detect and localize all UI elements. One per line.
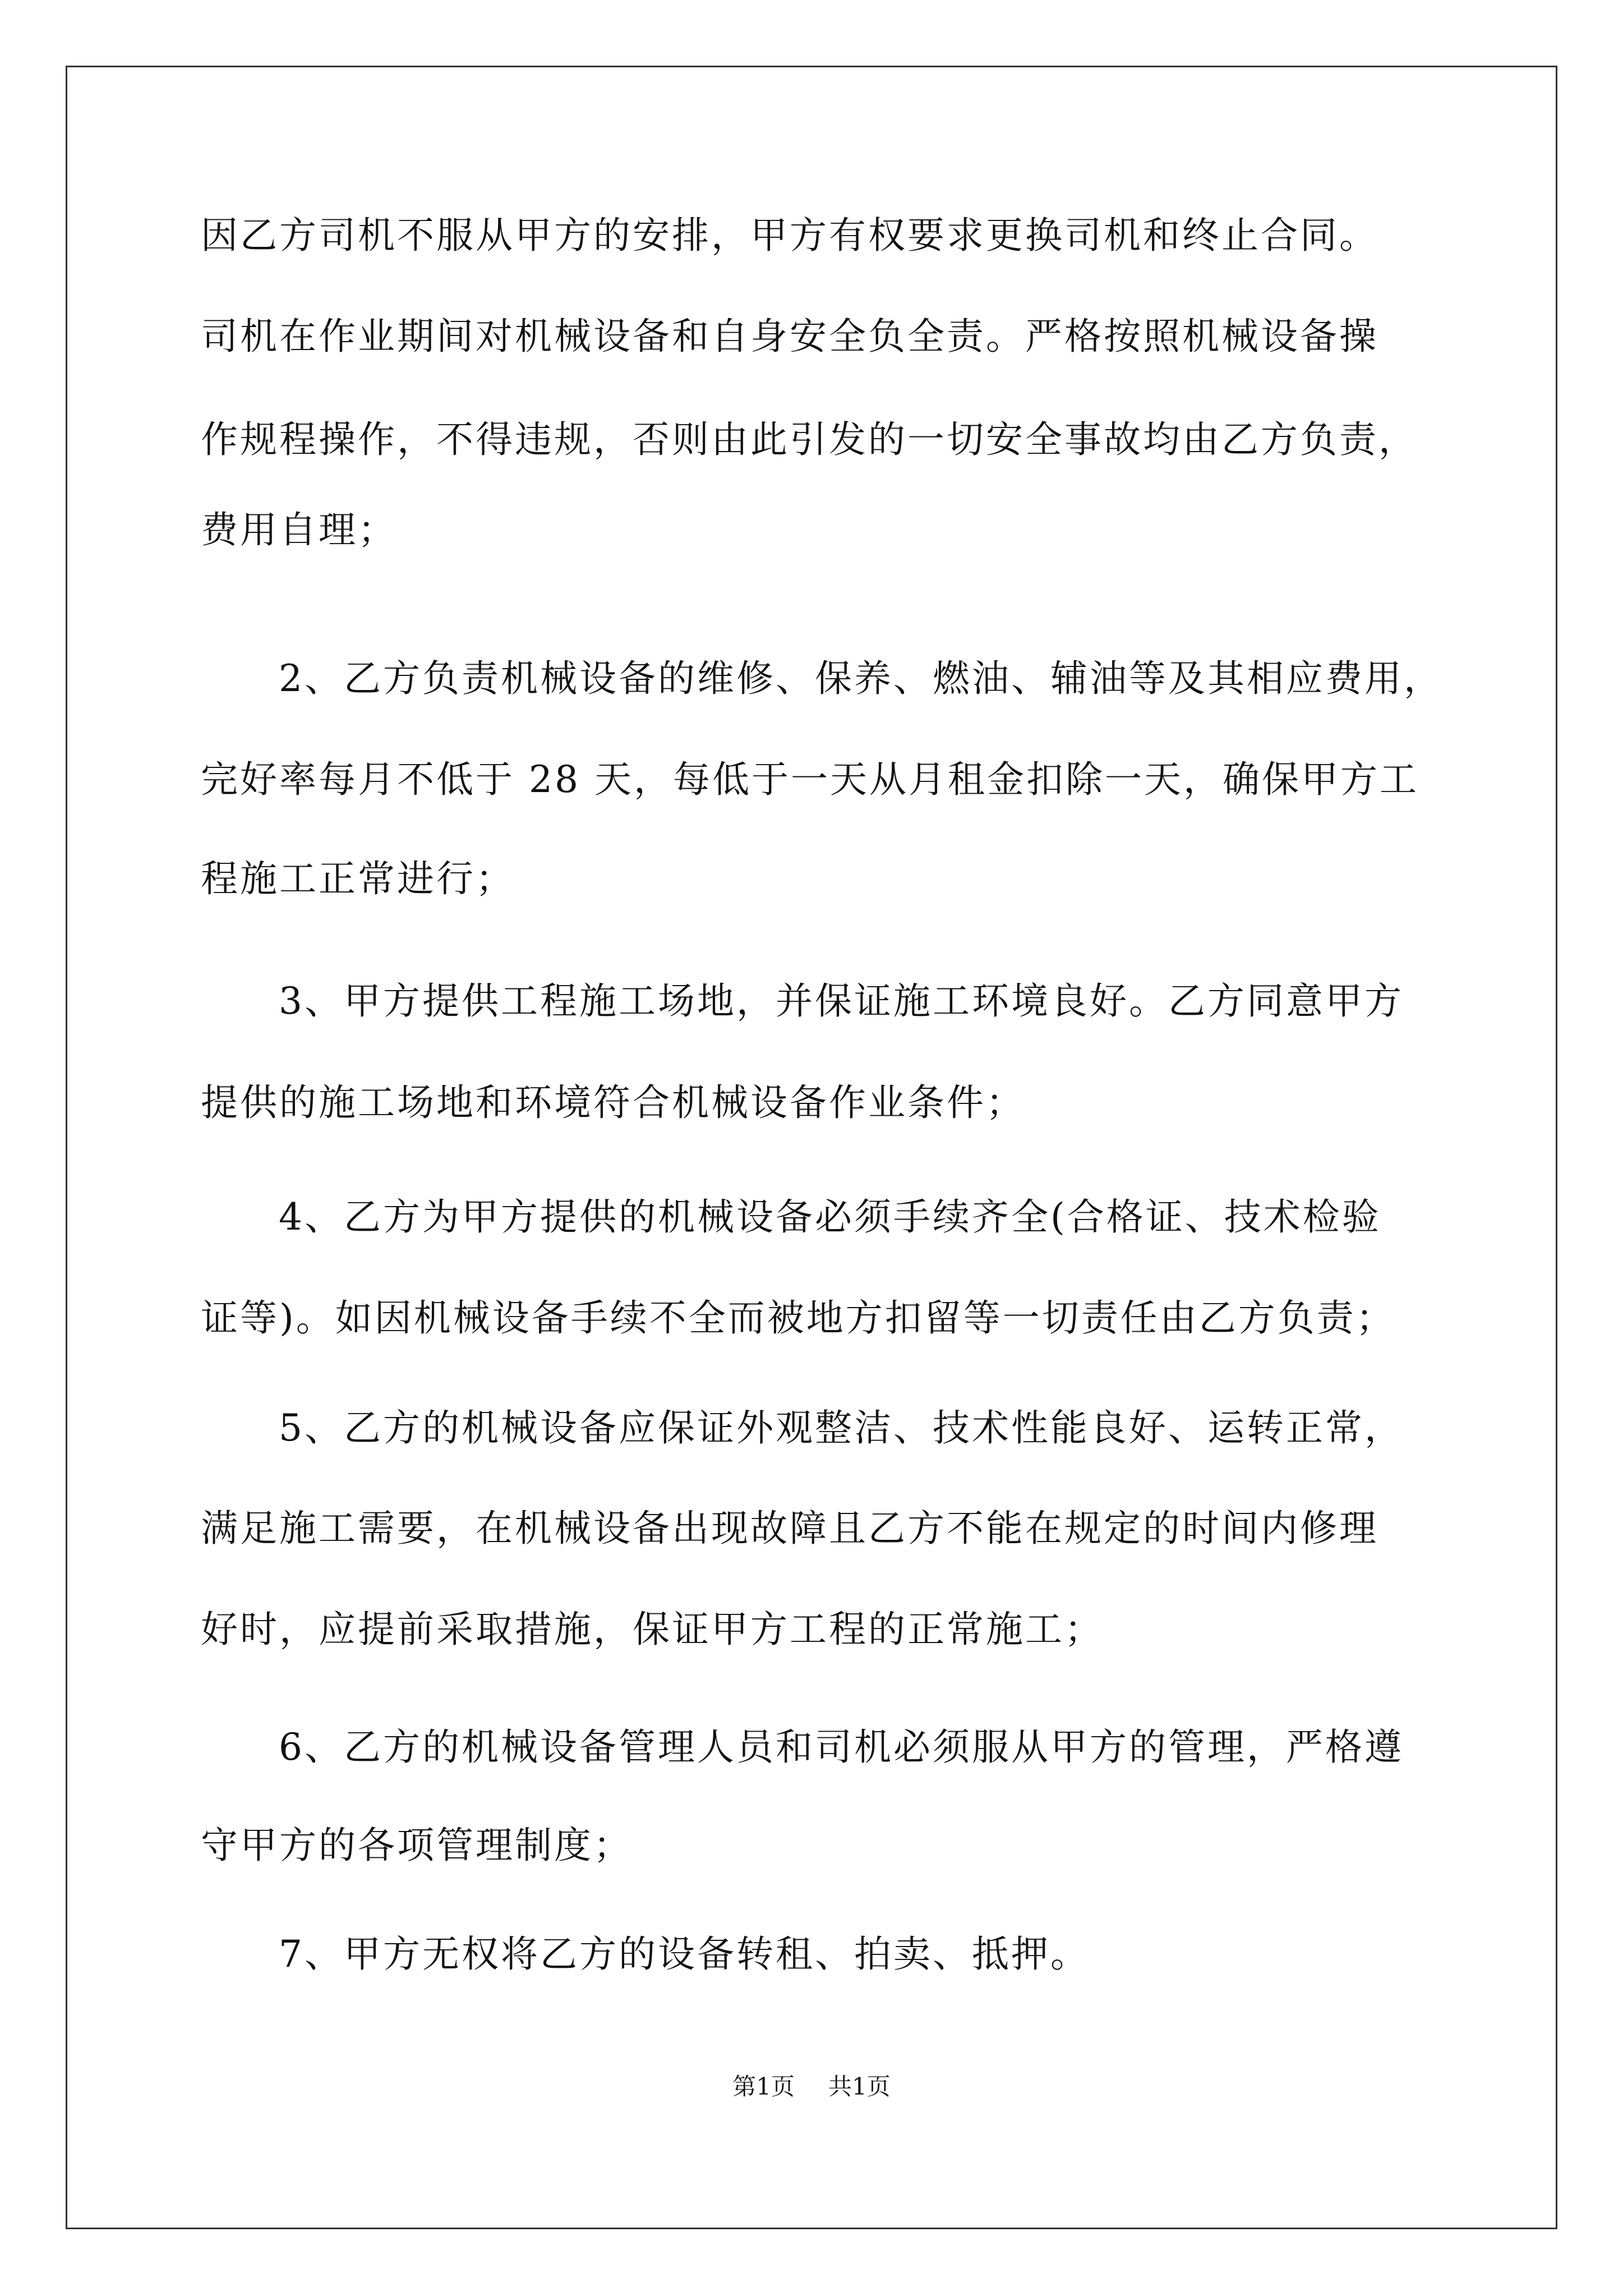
paragraph-3-start: 3、甲方提供工程施工场地，并保证施工环境良好。乙方同意甲方 — [279, 979, 1404, 1023]
body-text-line: 因乙方司机不服从甲方的安排，甲方有权要求更换司机和终止合同。 — [201, 214, 1378, 257]
paragraph-6-start: 6、乙方的机械设备管理人员和司机必须服从甲方的管理，严格遵 — [279, 1726, 1404, 1769]
paragraph-5-start: 5、乙方的机械设备应保证外观整洁、技术性能良好、运转正常， — [279, 1406, 1404, 1450]
body-text-line: 费用自理； — [201, 508, 397, 551]
body-text-line: 作规程操作，不得违规，否则由此引发的一切安全事故均由乙方负责， — [201, 418, 1418, 461]
paragraph-4-start: 4、乙方为甲方提供的机械设备必须手续齐全(合格证、技术检验 — [279, 1195, 1381, 1239]
body-text-line: 程施工正常进行； — [201, 857, 515, 900]
body-text-line: 满足施工需要，在机械设备出现故障且乙方不能在规定的时间内修理 — [201, 1507, 1378, 1550]
body-text-line: 提供的施工场地和环境符合机械设备作业条件； — [201, 1081, 1025, 1124]
body-text-line: 完好率每月不低于 28 天，每低于一天从月租金扣除一天，确保甲方工 — [201, 758, 1419, 801]
body-text-line: 证等)。如因机械设备手续不全而被地方扣留等一切责任由乙方负责； — [201, 1296, 1395, 1340]
body-text-line: 守甲方的各项管理制度； — [201, 1824, 633, 1867]
page-total: 共1页 — [828, 2073, 891, 2100]
page-footer — [0, 2070, 1623, 2104]
body-text-line: 司机在作业期间对机械设备和自身安全负全责。严格按照机械设备操 — [201, 315, 1378, 358]
page-border — [66, 66, 1557, 2229]
paragraph-2-start: 2、乙方负责机械设备的维修、保养、燃油、辅油等及其相应费用， — [279, 657, 1443, 700]
page-number: 第1页 — [732, 2073, 795, 2100]
paragraph-7-start: 7、甲方无权将乙方的设备转租、拍卖、抵押。 — [279, 1932, 1090, 1976]
body-text-line: 好时，应提前采取措施，保证甲方工程的正常施工； — [201, 1608, 1104, 1651]
